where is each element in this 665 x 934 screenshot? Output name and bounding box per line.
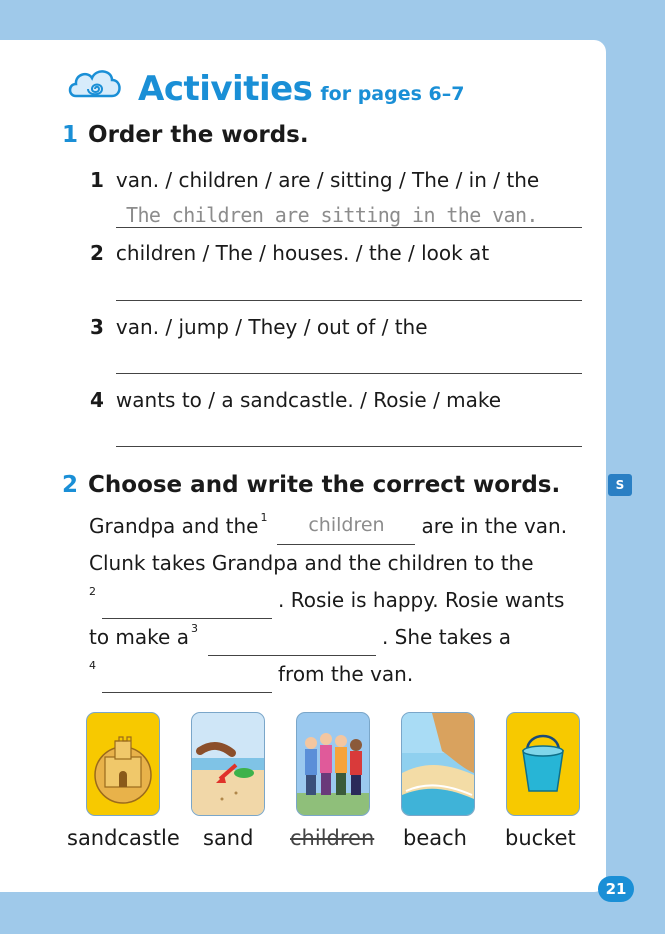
cloze-text: are in the van. <box>421 514 568 538</box>
word-bank-item: beach <box>403 826 467 850</box>
sand-card[interactable] <box>191 712 265 816</box>
item-prompt: van. / jump / They / out of / the <box>115 315 428 339</box>
blank-number: 2 <box>89 585 96 598</box>
order-item-2 <box>90 241 489 265</box>
answer-line-1[interactable] <box>116 227 582 228</box>
blank-4[interactable] <box>102 668 272 693</box>
item-prompt: children / The / houses. / the / look at <box>115 241 490 265</box>
activity1-number: 1 <box>62 122 79 148</box>
answer-1-text: The children are sitting in the van. <box>126 203 538 227</box>
bucket-card[interactable] <box>506 712 580 816</box>
order-item-4 <box>90 388 501 412</box>
answer-line-3[interactable] <box>116 373 582 374</box>
bucket-icon <box>507 713 579 815</box>
page-title: Activities <box>138 69 313 109</box>
activity2-instruction: Choose and write the correct words. <box>88 472 561 498</box>
blank-2[interactable] <box>102 594 272 619</box>
cloze-paragraph <box>89 508 589 693</box>
item-number: 3 <box>90 315 104 339</box>
word-bank-item: sandcastle <box>67 826 180 850</box>
cloze-text: . Rosie is happy. Rosie wants <box>278 588 565 612</box>
sandcastle-card[interactable] <box>86 712 160 816</box>
header <box>66 66 465 109</box>
blank-number: 3 <box>190 622 198 635</box>
cloze-text: Grandpa and the <box>89 514 259 538</box>
order-item-1 <box>90 168 539 192</box>
cloze-text: Clunk takes Grandpa and the children to the <box>89 551 534 575</box>
blank-1[interactable] <box>277 514 415 545</box>
answer-line-2[interactable] <box>116 300 582 301</box>
swirl-cloud-icon <box>66 66 124 106</box>
activity1-heading <box>62 122 309 148</box>
children-icon <box>297 713 369 815</box>
blank-number: 1 <box>260 511 268 524</box>
word-bank-item: bucket <box>505 826 576 850</box>
section-tab[interactable]: S <box>608 474 632 496</box>
beach-icon <box>402 713 474 815</box>
item-number: 4 <box>90 388 104 412</box>
sand-icon <box>192 713 264 815</box>
blank-1-answer: children <box>308 514 385 536</box>
item-prompt: van. / children / are / sitting / The / in / the <box>115 168 540 192</box>
blank-number: 4 <box>89 659 96 672</box>
cloze-text: to make a <box>89 625 189 649</box>
item-number: 2 <box>90 241 104 265</box>
item-prompt: wants to / a sandcastle. / Rosie / make <box>115 388 502 412</box>
activity2-number: 2 <box>62 472 79 498</box>
cloze-text: from the van. <box>278 662 414 686</box>
item-number: 1 <box>90 168 104 192</box>
word-bank-item-used: children <box>290 826 375 850</box>
sandcastle-icon <box>87 713 159 815</box>
activity1-instruction: Order the words. <box>88 122 309 148</box>
picture-cards <box>86 712 611 816</box>
children-card[interactable] <box>296 712 370 816</box>
page-number: 21 <box>598 876 634 902</box>
word-bank-item: sand <box>203 826 254 850</box>
page-subtitle: for pages 6–7 <box>320 83 465 105</box>
answer-line-4[interactable] <box>116 446 582 447</box>
order-item-3 <box>90 315 428 339</box>
activity2-heading <box>62 472 560 498</box>
cloze-text: . She takes a <box>381 625 512 649</box>
blank-3[interactable] <box>208 631 376 656</box>
beach-card[interactable] <box>401 712 475 816</box>
